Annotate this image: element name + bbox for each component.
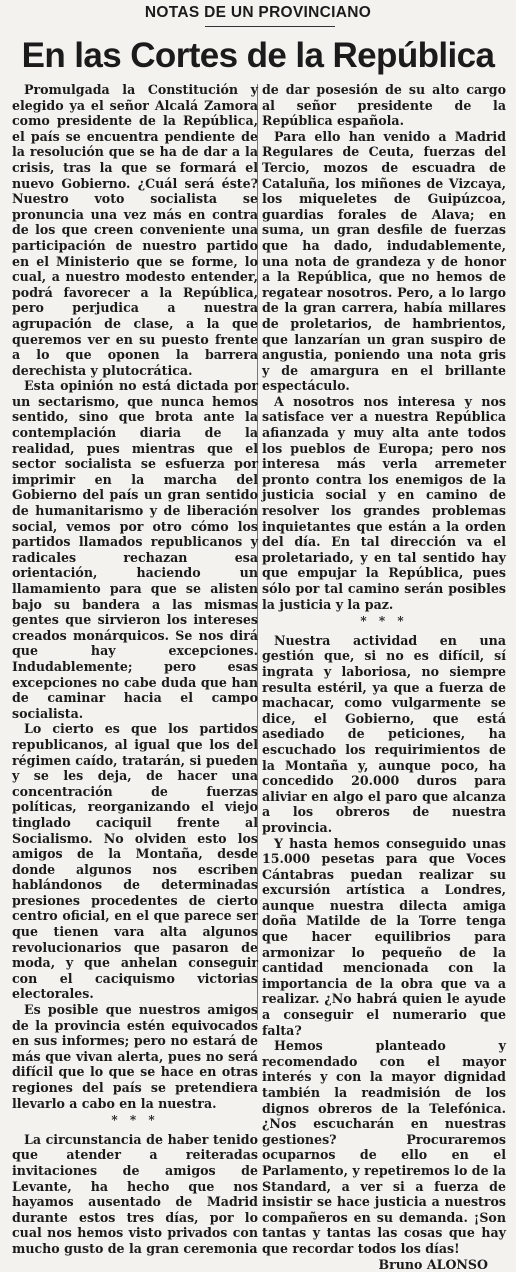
paragraph: Esta opinión no está dictada por un sectarismo, que nunca hemos sentido, sino que brota ante la contemplación diaria de la realidad, pues mientras que el sector socialista se esfuerza por imprimir en la marcha del Gobierno del país un gran sentido de humanitarismo y de liberación social, vemos por otro cómo los partidos llamados republicanos y radicales rechazan esa orientación, haciendo un llamamiento para que se alisten bajo su bandera a las mismas gentes que sirvieron los intereses creados monárquicos. Se nos dirá que hay excepciones. Indudablemente; pero esas excepciones no cabe duda que han de caminar hacia el campo socialista. <box>12 378 258 721</box>
article-column-1 <box>12 82 258 1256</box>
paragraph: Promulgada la Constitución y elegido ya el señor Alcalá Zamora como presidente de la República, el país se encuentra pendiente de la resolución que se ha de dar a la crisis, tras la que se formará el nuevo Gobierno. ¿Cuál será éste? Nuestro voto socialista se pronuncia una vez más en contra de los que creen conveniente una participación de nuestro partido en el Ministerio que se forme, lo cual, a nuestro modesto entender, podrá favorecer a la República, pero perjudica a nuestra agrupación de clase, a la que queremos ver en su puesto frente a lo que oponen la barrera derechista y plutocrática. <box>12 82 258 378</box>
section-kicker: NOTAS DE UN PROVINCIANO <box>144 4 372 21</box>
paragraph: Lo cierto es que los partidos republicanos, al igual que los del régimen caído, tratarán, si pueden y se les deja, de hacer una concentración de fuerzas políticas, reorganizando el viejo tinglado caciquil frente al Socialismo. No olviden esto los amigos de la Montaña, desde donde algunos nos escriben hablándonos de determinadas presiones procedentes de cierto centro oficial, en el que parece ser que tienen vara alta algunos revolucionarios que pasaron de moda, y que anhelan conseguir con el caciquismo victorias electorales. <box>12 721 258 1002</box>
paragraph: A nosotros nos interesa y nos satisface ver a nuestra República afianzada y muy alta ante todos los pueblos de Europa; pero nos interesa más verla arremeter pronto contra los enemigos de la justicia social y en camino de resolver los grandes problemas inquietantes que están a la orden del día. En tal dirección va el proletariado, y en tal sentido hay que empujar la República, pues sólo por tal camino serán posibles la justicia y la paz. <box>262 393 506 612</box>
paragraph: de dar posesión de su alto cargo al señor presidente de la República española. <box>262 82 506 129</box>
section-separator: * * * <box>111 1113 159 1128</box>
article-headline: En las Cortes de la República <box>21 36 495 75</box>
paragraph: Hemos planteado y recomendado con el mayor interés y con la mayor dignidad también la readmisión de los dignos obreros de la Telefónica. ¿Nos escucharán en nuestras gestiones? Procuraremos ocuparnos de ello en el Parlamento, y repetiremos lo de la Standard, a ver si a fuerza de insistir se hace justicia a nuestros compañeros en su demanda. ¡Son tantas y tantas las cosas que hay que recordar todos los días! <box>262 1038 506 1256</box>
kicker-underline <box>205 26 335 27</box>
author-signature: Bruno ALONSO <box>378 1256 488 1272</box>
paragraph: Nuestra actividad en una gestión que, si no es difícil, sí ingrata y laboriosa, no siempre resulta estéril, ya que a fuerza de machacar, como vulgarmente se dice, el Gobierno, que está asediado de peticiones, ha escuchado los requirimientos de la Montaña y, aunque poco, ha concedido 20.000 duros para aliviar en algo el paro que alcanza a los obreros de nuestra provincia. <box>262 632 506 835</box>
section-separator: * * * <box>360 614 408 629</box>
article-column-2 <box>262 82 506 1272</box>
paragraph: Y hasta hemos conseguido unas 15.000 pesetas para que Voces Cántabras puedan realizar su excursión artística a Londres, aunque nuestra dilecta amiga doña Matilde de la Torre tenga que hacer equilibrios para armonizar lo pequeño de la cantidad mencionada con la importancia de la obra que va a realizar. ¿No habrá quien le ayude a conseguir el numerario que falta? <box>262 835 506 1038</box>
paragraph: La circunstancia de haber tenido que atender a reiteradas invitaciones de amigos de Levante, ha hecho que nos hayamos ausentado de Madrid durante estos tres días, por lo cual nos hemos visto privados con mucho gusto de la gran ceremonia <box>12 1131 258 1256</box>
paragraph: Para ello han venido a Madrid Regulares de Ceuta, fuerzas del Tercio, mozos de escuadra de Cataluña, los miñones de Vizcaya, los miqueletes de Guipúzcoa, guardias forales de Alava; en suma, un gran desfile de fuerzas que ha dado, indudablemente, una nota de grandeza y de honor a la República, que no hemos de regatear nosotros. Pero, a lo largo de la gran carrera, había millares de proletarios, de hambrientos, que lanzarían un gran suspiro de angustia, poniendo una nota gris y de amargura en el brillante espectáculo. <box>262 128 506 394</box>
paragraph: Es posible que nuestros amigos de la provincia estén equivocados en sus informes; pero no estará de más que vivan alerta, pues no será difícil que lo que se hace en otras regiones del país se pretendiera llevarlo a cabo en la nuestra. <box>12 1002 258 1111</box>
